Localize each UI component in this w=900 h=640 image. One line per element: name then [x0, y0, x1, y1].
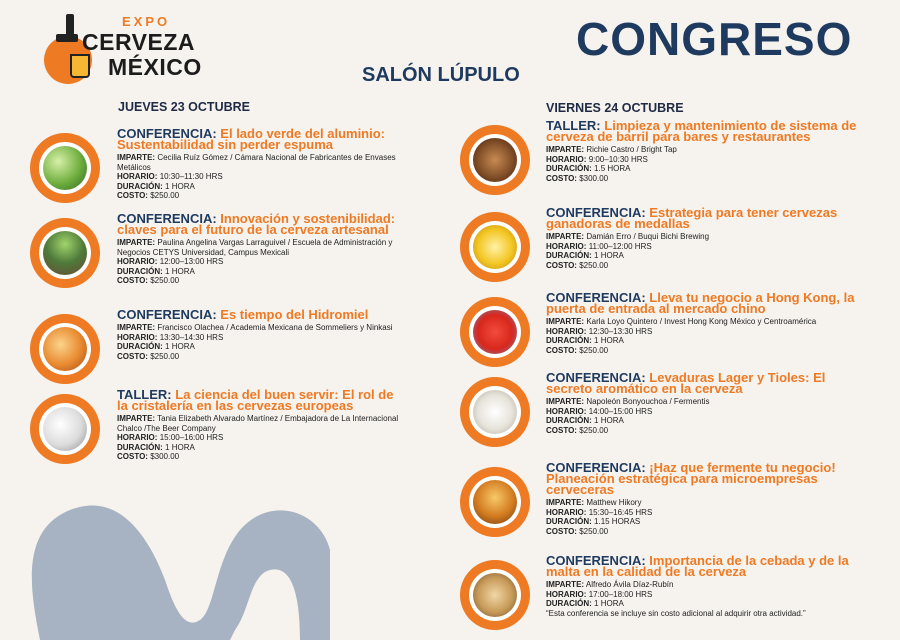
event-imparte — [546, 232, 866, 242]
field-value: $250.00 — [150, 276, 180, 285]
event-horario — [117, 333, 407, 343]
event-costo — [117, 452, 407, 462]
event-horario — [546, 590, 866, 600]
field-label: IMPARTE: — [546, 317, 585, 326]
event-horario — [546, 242, 866, 252]
event-imparte — [117, 238, 407, 257]
event-name: El lado verde del aluminio: Sustentabilidad sin perder espuma — [117, 126, 385, 152]
beer-tap-icon — [66, 14, 74, 36]
event-duracion — [117, 342, 407, 352]
field-value: 1 HORA — [594, 416, 624, 425]
field-value: Damián Erro / Buqui Bichi Brewing — [586, 232, 710, 241]
field-value: 12:30–13:30 HRS — [588, 326, 653, 336]
field-value: 1 HORA — [165, 342, 195, 351]
field-label: IMPARTE: — [546, 580, 585, 589]
field-value: $250.00 — [150, 351, 180, 361]
event-type: CONFERENCIA: — [546, 553, 646, 568]
field-value: 1 HORA — [594, 336, 624, 345]
event-horario — [546, 508, 866, 518]
field-label: IMPARTE: — [546, 145, 585, 154]
event-name: Levaduras Lager y Tioles: El secreto aromático en la cerveza — [546, 370, 826, 396]
event-duracion — [117, 182, 407, 192]
field-label: HORARIO: — [546, 241, 587, 251]
event-card — [546, 120, 866, 183]
malt-image — [473, 573, 517, 617]
event-costo — [546, 174, 866, 184]
field-label: DURACIÓN: — [546, 416, 592, 425]
yeast-image — [473, 390, 517, 434]
event-name: Limpieza y mantenimiento de sistema de cerveza de barril para bares y restaurantes — [546, 118, 857, 144]
event-title — [546, 462, 866, 495]
field-value: 1.15 HORAS — [594, 517, 641, 526]
event-costo — [546, 527, 866, 537]
field-label: COSTO: — [117, 351, 148, 361]
event-card — [546, 292, 866, 355]
event-type: TALLER: — [546, 118, 601, 133]
event-type: CONFERENCIA: — [117, 126, 217, 141]
field-value: 1 HORA — [594, 251, 624, 260]
field-label: COSTO: — [117, 276, 148, 285]
field-label: IMPARTE: — [546, 232, 585, 241]
event-duracion — [546, 164, 866, 174]
field-label: DURACIÓN: — [546, 517, 592, 526]
event-thumbnail — [460, 212, 530, 282]
field-value: 10:30–11:30 HRS — [159, 172, 223, 181]
field-label: IMPARTE: — [117, 414, 156, 423]
field-value: 1 HORA — [165, 442, 195, 452]
event-card — [546, 462, 866, 536]
event-duracion — [546, 251, 866, 261]
event-title — [117, 389, 407, 411]
field-value: 12:00–13:00 HRS — [159, 257, 224, 266]
field-label: DURACIÓN: — [546, 336, 592, 345]
event-type: CONFERENCIA: — [546, 370, 646, 385]
field-value: 1 HORA — [165, 266, 195, 276]
field-label: IMPARTE: — [117, 153, 156, 162]
event-costo — [546, 261, 866, 271]
field-label: IMPARTE: — [546, 397, 585, 406]
event-title — [546, 372, 866, 394]
field-value: 1 HORA — [594, 599, 624, 608]
field-label: COSTO: — [546, 425, 577, 435]
field-label: IMPARTE: — [546, 498, 585, 507]
event-name: Innovación y sostenibilidad: claves para el futuro de la cerveza artesanal — [117, 211, 396, 237]
event-imparte — [546, 498, 866, 508]
event-type: TALLER: — [117, 387, 172, 402]
field-label: HORARIO: — [117, 332, 158, 342]
field-label: DURACIÓN: — [117, 442, 163, 452]
event-thumbnail — [460, 560, 530, 630]
event-imparte — [546, 317, 866, 327]
event-duracion — [546, 416, 866, 426]
field-label: HORARIO: — [546, 589, 587, 599]
field-value: $250.00 — [579, 345, 609, 355]
event-card — [117, 309, 407, 361]
event-type: CONFERENCIA: — [546, 460, 646, 475]
event-title — [546, 555, 866, 577]
field-value: Alfredo Ávila Díaz-Rubín — [585, 580, 674, 589]
field-value: $250.00 — [579, 260, 609, 270]
event-title — [117, 213, 407, 235]
field-label: HORARIO: — [546, 326, 587, 336]
field-label: DURACIÓN: — [117, 266, 163, 276]
event-card — [546, 372, 866, 435]
field-value: 11:00–12:00 HRS — [588, 241, 652, 251]
decorative-swoosh — [0, 470, 330, 640]
field-value: Matthew Hikory — [586, 498, 642, 507]
day-label: JUEVES 23 OCTUBRE — [118, 100, 250, 114]
event-card — [546, 555, 866, 618]
field-label: COSTO: — [546, 173, 577, 183]
field-label: DURACIÓN: — [117, 181, 163, 191]
event-duracion — [546, 336, 866, 346]
event-type: CONFERENCIA: — [546, 205, 646, 220]
field-label: DURACIÓN: — [546, 599, 592, 608]
event-title — [546, 292, 866, 314]
logo-expo: EXPO — [122, 14, 171, 29]
event-thumbnail — [460, 377, 530, 447]
field-value: Tania Elizabeth Alvarado Martínez / Embajadora de La Internacional Chalco /The Beer Company — [117, 414, 399, 433]
event-type: CONFERENCIA: — [546, 290, 646, 305]
hall-name: SALÓN LÚPULO — [362, 64, 520, 86]
event-horario — [546, 327, 866, 337]
field-value: Richie Castro / Bright Tap — [586, 145, 677, 154]
event-card — [546, 207, 866, 270]
event-costo — [117, 352, 407, 362]
green-bubbles-image — [43, 146, 87, 190]
event-thumbnail — [30, 314, 100, 384]
field-label: DURACIÓN: — [546, 251, 592, 260]
event-name: Importancia de la cebada y de la malta en la calidad de la cerveza — [546, 553, 849, 579]
field-label: IMPARTE: — [117, 238, 156, 247]
event-name: ¡Haz que fermente tu negocio! Planeación estratégica para microempresas cerveceras — [546, 460, 836, 497]
field-label: COSTO: — [117, 191, 148, 200]
field-label: COSTO: — [546, 526, 577, 536]
field-value: 1 HORA — [165, 181, 195, 191]
event-imparte — [546, 145, 866, 155]
event-note: “Esta conferencia se incluye sin costo adicional al adquirir otra actividad.” — [546, 608, 806, 618]
field-value: Francisco Olachea / Academia Mexicana de Sommeliers y Ninkasi — [157, 323, 393, 332]
event-title — [117, 309, 407, 320]
event-title — [546, 120, 866, 142]
event-thumbnail — [460, 467, 530, 537]
day-label: VIERNES 24 OCTUBRE — [546, 101, 684, 115]
event-horario — [546, 155, 866, 165]
event-card — [117, 389, 407, 462]
event-horario — [117, 433, 407, 443]
event-name: Lleva tu negocio a Hong Kong, la puerta de entrada al mercado chino — [546, 290, 855, 316]
event-costo — [546, 346, 866, 356]
field-label: DURACIÓN: — [117, 342, 163, 351]
field-value: 17:00–18:00 HRS — [588, 589, 653, 599]
event-type: CONFERENCIA: — [117, 307, 217, 322]
event-horario — [546, 407, 866, 417]
page-title: CONGRESO — [576, 13, 853, 65]
event-duracion — [117, 443, 407, 453]
field-value: 14:00–15:00 HRS — [588, 406, 653, 416]
event-title — [546, 207, 866, 229]
event-duracion — [546, 599, 866, 609]
field-label: HORARIO: — [546, 406, 587, 416]
event-imparte — [117, 323, 407, 333]
event-thumbnail — [30, 394, 100, 464]
field-label: HORARIO: — [117, 172, 158, 181]
field-value: 15:00–16:00 HRS — [159, 433, 224, 442]
mead-glasses-image — [43, 327, 87, 371]
field-label: COSTO: — [546, 345, 577, 355]
event-imparte — [546, 580, 866, 590]
field-label: HORARIO: — [117, 257, 158, 266]
field-label: DURACIÓN: — [546, 164, 592, 173]
china-flag-image — [473, 310, 517, 354]
field-value: $300.00 — [579, 173, 609, 183]
logo-word-mexico: MÉXICO — [108, 54, 202, 80]
event-costo — [117, 276, 407, 286]
event-costo — [117, 191, 407, 201]
logo-word-cerveza: CERVEZA — [82, 29, 195, 55]
field-value: 13:30–14:30 HRS — [159, 332, 224, 342]
barrels-image — [473, 138, 517, 182]
field-label: IMPARTE: — [117, 323, 156, 332]
event-imparte — [117, 153, 407, 172]
field-value: Karla Loyo Quintero / Invest Hong Kong México y Centroamérica — [586, 317, 817, 326]
field-value: Paulina Angelina Vargas Larraguivel / Escuela de Administración y Negocios CETYS Universidad, Campus Mexicali — [117, 238, 393, 257]
glassware-image — [43, 407, 87, 451]
event-imparte — [546, 397, 866, 407]
event-card — [117, 213, 407, 286]
event-duracion — [546, 517, 866, 527]
field-label: HORARIO: — [546, 154, 587, 164]
event-duracion — [117, 267, 407, 277]
field-value: $250.00 — [579, 425, 609, 435]
field-label: HORARIO: — [546, 507, 587, 517]
event-costo — [546, 426, 866, 436]
field-value: Cecilia Ruíz Gómez / Cámara Nacional de Fabricantes de Envases Metálicos — [117, 153, 396, 172]
field-label: COSTO: — [117, 452, 148, 461]
event-type: CONFERENCIA: — [117, 211, 217, 226]
hands-plant-image — [43, 231, 87, 275]
event-imparte — [117, 414, 407, 433]
beer-flight-image — [473, 480, 517, 524]
event-thumbnail — [30, 218, 100, 288]
field-value: $300.00 — [150, 452, 180, 461]
field-value: 15:30–16:45 HRS — [588, 507, 653, 517]
event-name: Es tiempo del Hidromiel — [220, 307, 369, 322]
event-name: La ciencia del buen servir: El rol de la cristalería en las cervezas europeas — [117, 387, 394, 413]
field-value: $250.00 — [150, 191, 180, 200]
field-value: 1.5 HORA — [594, 164, 631, 173]
field-value: 9:00–10:30 HRS — [588, 154, 648, 164]
event-title — [117, 128, 407, 150]
event-thumbnail — [460, 297, 530, 367]
event-thumbnail — [460, 125, 530, 195]
event-card — [117, 128, 407, 201]
field-label: COSTO: — [546, 260, 577, 270]
field-label: HORARIO: — [117, 433, 158, 442]
beer-tap-spout-icon — [56, 34, 78, 42]
field-value: $250.00 — [579, 526, 609, 536]
trophy-image — [473, 225, 517, 269]
beer-glass-icon — [70, 54, 90, 78]
event-name: Estrategia para tener cervezas ganadoras de medallas — [546, 205, 838, 231]
event-horario — [117, 257, 407, 267]
event-thumbnail — [30, 133, 100, 203]
field-value: Napoleón Bonyouchoa / Fermentis — [586, 397, 710, 406]
event-horario — [117, 172, 407, 182]
